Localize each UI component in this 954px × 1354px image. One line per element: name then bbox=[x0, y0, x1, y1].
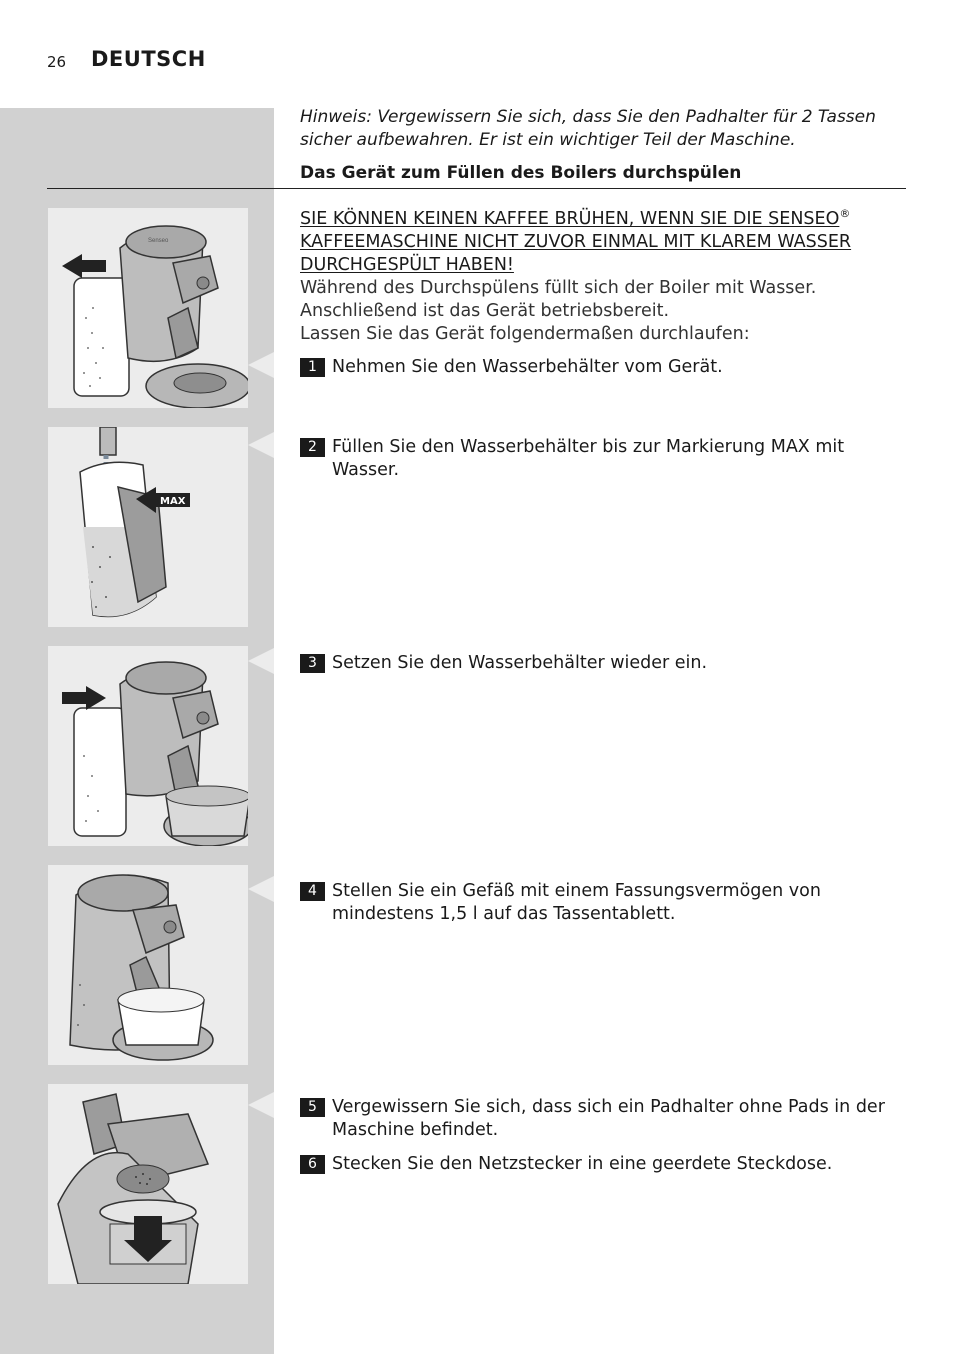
pointer-triangle-2 bbox=[248, 432, 274, 458]
step-text: Stellen Sie ein Gefäß mit einem Fassungsvermögen von mindestens 1,5 l auf das Tassentablett. bbox=[332, 881, 821, 924]
pointer-triangle-5 bbox=[248, 1092, 274, 1118]
step-number: 4 bbox=[300, 882, 325, 901]
note-text: Hinweis: Vergewissern Sie sich, dass Sie den Padhalter für 2 Tassen sicher aufbewahren. Er ist ein wichtiger Teil der Maschine. bbox=[300, 107, 876, 150]
pointer-triangle-3 bbox=[248, 648, 274, 674]
warning-line-2: KAFFEEMASCHINE NICHT ZUVOR EINMAL MIT KLAREM WASSER bbox=[300, 232, 852, 252]
step-1 bbox=[300, 356, 900, 379]
step-text: Nehmen Sie den Wasserbehälter vom Gerät. bbox=[332, 357, 723, 377]
intro-paragraph-1: Während des Durchspülens füllt sich der Boiler mit Wasser. Anschließend ist das Gerät betriebsbereit. bbox=[300, 278, 817, 321]
language-heading: DEUTSCH bbox=[91, 47, 206, 71]
step-number: 2 bbox=[300, 438, 325, 457]
step-number: 5 bbox=[300, 1098, 325, 1117]
step-text: Vergewissern Sie sich, dass sich ein Padhalter ohne Pads in der Maschine befindet. bbox=[332, 1097, 885, 1140]
brand-mark: Senseo bbox=[148, 238, 169, 244]
tank-drawing bbox=[48, 427, 248, 627]
max-label: MAX bbox=[160, 496, 186, 507]
section-divider bbox=[47, 188, 906, 189]
warning-block bbox=[300, 208, 896, 277]
illustration-place-bowl bbox=[48, 865, 248, 1065]
step-4 bbox=[300, 880, 900, 926]
intro-paragraph-2: Lassen Sie das Gerät folgendermaßen durchlaufen: bbox=[300, 324, 750, 344]
step-6 bbox=[300, 1153, 900, 1176]
registered-mark: ® bbox=[839, 207, 851, 221]
intro-text bbox=[300, 277, 900, 346]
section-title: Das Gerät zum Füllen des Boilers durchspülen bbox=[300, 163, 742, 183]
warning-line-3: DURCHGESPÜLT HABEN! bbox=[300, 255, 514, 275]
machine-drawing bbox=[48, 865, 248, 1065]
illustration-remove-tank bbox=[48, 208, 248, 408]
step-number: 6 bbox=[300, 1155, 325, 1174]
machine-drawing bbox=[48, 1084, 248, 1284]
illustration-fill-tank bbox=[48, 427, 248, 627]
step-text: Setzen Sie den Wasserbehälter wieder ein. bbox=[332, 653, 708, 673]
step-5 bbox=[300, 1096, 900, 1142]
machine-drawing bbox=[48, 208, 248, 408]
pointer-triangle-4 bbox=[248, 876, 274, 902]
step-text: Füllen Sie den Wasserbehälter bis zur Markierung MAX mit Wasser. bbox=[332, 437, 845, 480]
step-number: 1 bbox=[300, 358, 325, 377]
page-number: 26 bbox=[47, 53, 67, 71]
step-number: 3 bbox=[300, 654, 325, 673]
warning-line-1: SIE KÖNNEN KEINEN KAFFEE BRÜHEN, WENN SIE DIE SENSEO® bbox=[300, 207, 851, 229]
step-2 bbox=[300, 436, 900, 482]
machine-drawing bbox=[48, 646, 248, 846]
illustration-reinsert-tank bbox=[48, 646, 248, 846]
pointer-triangle-1 bbox=[248, 352, 274, 378]
step-text: Stecken Sie den Netzstecker in eine geerdete Steckdose. bbox=[332, 1154, 833, 1174]
step-3 bbox=[300, 652, 900, 675]
illustration-pad-holder bbox=[48, 1084, 248, 1284]
